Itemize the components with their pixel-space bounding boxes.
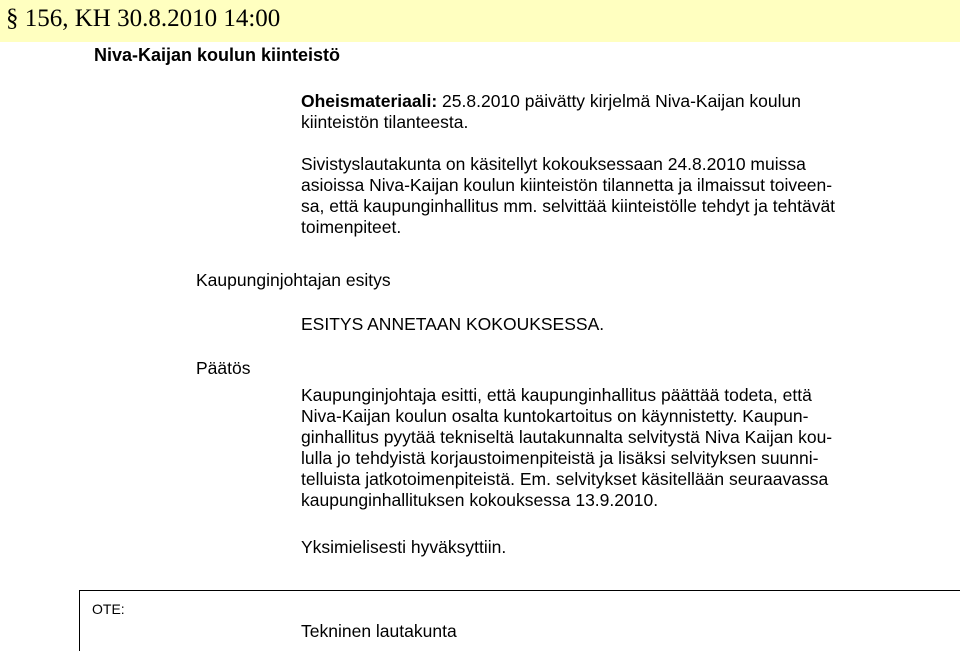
paragraph-line: ginhallitus pyytää tekniseltä lautakunnalta selvitystä Niva Kaijan kou-: [301, 427, 833, 447]
excerpt-label: OTE:: [92, 601, 125, 617]
paragraph-line: telluista jatkotoimenpiteistä. Em. selvitykset käsitellään seuraavassa: [301, 469, 829, 489]
paragraph-line: asioissa Niva-Kaijan koulun kiinteistön tilannetta ja ilmaissut toiveen-: [301, 175, 833, 195]
decision-outcome: Yksimielisesti hyväksyttiin.: [301, 537, 507, 557]
excerpt-recipient: Tekninen lautakunta: [301, 621, 457, 641]
attachment-line-2: kiinteistön tilanteesta.: [301, 112, 469, 132]
attachment-line-1: [301, 91, 801, 112]
paragraph-line: kaupunginhallituksen kokouksessa 13.9.2010.: [301, 490, 659, 510]
attachment-label: Oheismateriaali:: [301, 91, 438, 111]
decision-paragraph: [301, 385, 832, 511]
paragraph-line: toimenpiteet.: [301, 217, 402, 237]
decision-label: Päätös: [196, 358, 251, 378]
page-title: Niva-Kaijan koulun kiinteistö: [94, 45, 341, 65]
section-number: § 156, KH 30.8.2010 14:00: [6, 5, 281, 32]
proposal-label: Kaupunginjohtajan esitys: [196, 270, 391, 290]
paragraph-line: Kaupunginjohtaja esitti, että kaupunginhallitus päättää todeta, että: [301, 385, 812, 405]
paragraph-line: Niva-Kaijan koulun osalta kuntokartoitus on käynnistetty. Kaupun-: [301, 406, 809, 426]
section-header: [0, 0, 960, 42]
background-paragraph: [301, 154, 835, 238]
paragraph-line: lulla jo tehdyistä korjaustoimenpiteistä ja lisäksi selvityksen suunni-: [301, 448, 819, 468]
excerpt-box: [79, 590, 960, 651]
attachment-text: 25.8.2010 päivätty kirjelmä Niva-Kaijan koulun: [437, 91, 801, 111]
attachment-block: [301, 91, 801, 133]
proposal-text: ESITYS ANNETAAN KOKOUKSESSA.: [301, 314, 605, 334]
paragraph-line: sa, että kaupunginhallitus mm. selvittää kiinteistölle tehdyt ja tehtävät: [301, 196, 836, 216]
paragraph-line: Sivistyslautakunta on käsitellyt kokouksessaan 24.8.2010 muissa: [301, 154, 806, 174]
